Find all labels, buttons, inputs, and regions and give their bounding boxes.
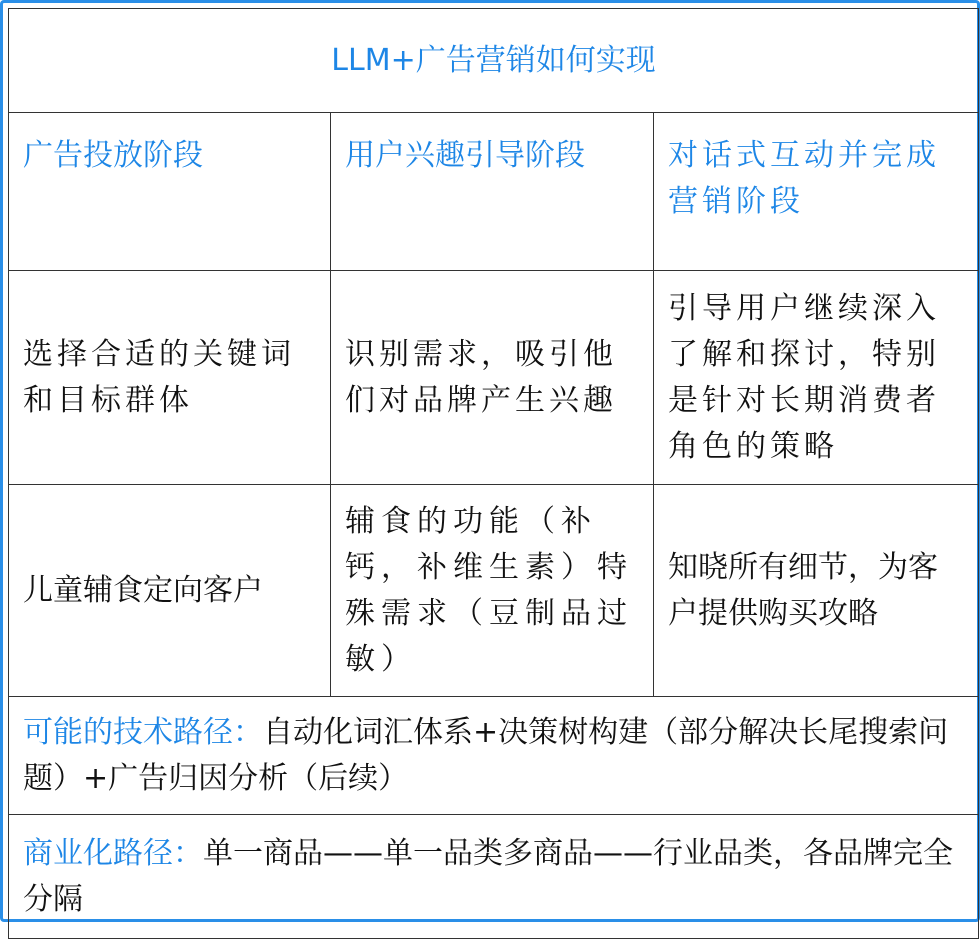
tech-path-label: 可能的技术路径： [23, 714, 263, 750]
cell-special-needs: 辅食的功能（补钙，补维生素）特殊需求（豆制品过敏） [331, 485, 654, 697]
cell-keyword-selection: 选择合适的关键词和目标群体 [9, 271, 331, 485]
cell-target-customer: 儿童辅食定向客户 [9, 485, 331, 697]
cell-guide-users: 引导用户继续深入了解和探讨，特别是针对长期消费者角色的策略 [654, 271, 979, 485]
cell-identify-needs: 识别需求，吸引他们对品牌产生兴趣 [331, 271, 654, 485]
title-row [9, 9, 979, 113]
tech-path-cell [9, 697, 979, 815]
cell-purchase-guide: 知晓所有细节，为客户提供购买攻略 [654, 485, 979, 697]
table-row [9, 271, 979, 485]
header-interest-guidance: 用户兴趣引导阶段 [331, 113, 654, 271]
header-ad-placement: 广告投放阶段 [9, 113, 331, 271]
business-path-cell [9, 815, 979, 939]
header-dialog-interaction: 对话式互动并完成营销阶段 [654, 113, 979, 271]
table-title: LLM+广告营销如何实现 [9, 9, 979, 113]
header-row [9, 113, 979, 271]
tech-path-row [9, 697, 979, 815]
tech-path-text: 自动化词汇体系+决策树构建（部分解决长尾搜索问题）+广告归因分析（后续） [23, 714, 949, 796]
table-row [9, 485, 979, 697]
business-path-text: 单一商品——单一品类多商品——行业品类，各品牌完全分隔 [23, 835, 953, 917]
business-path-label: 商业化路径： [23, 835, 203, 871]
business-path-row [9, 815, 979, 939]
marketing-table [8, 8, 979, 939]
